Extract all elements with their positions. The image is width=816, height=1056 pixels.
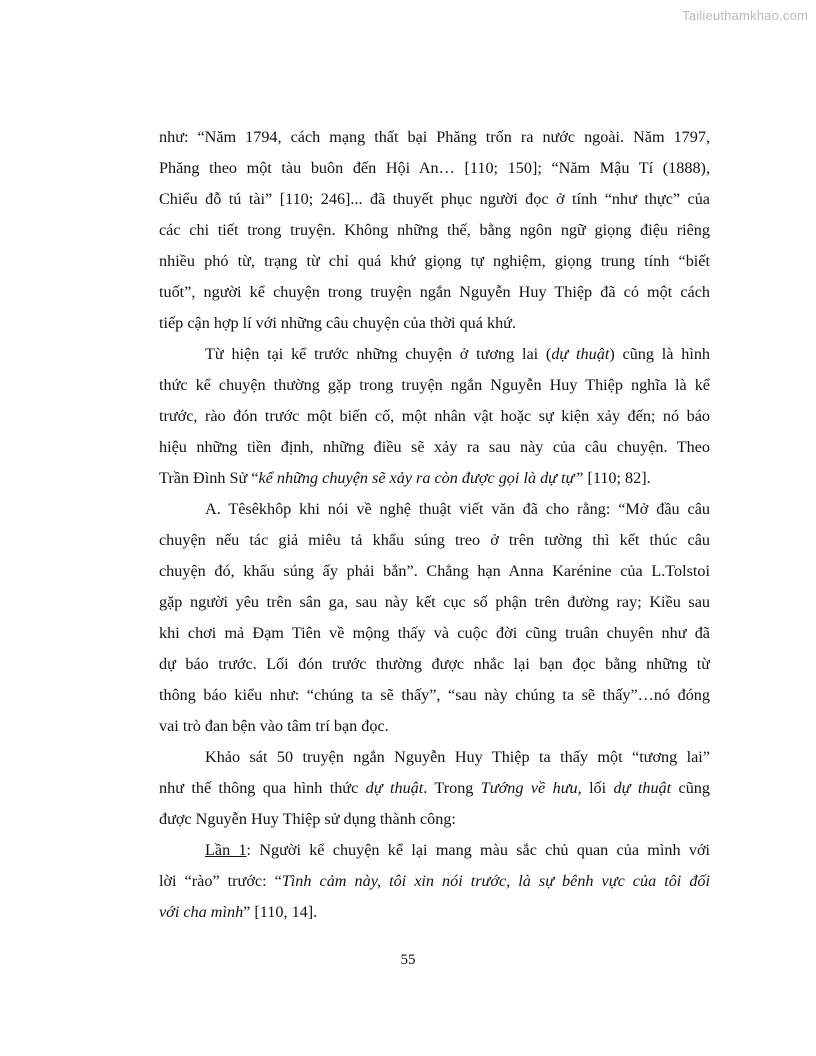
text-run: ) cũng là hình xyxy=(609,345,710,363)
body-text xyxy=(159,122,710,928)
paragraph-2 xyxy=(159,339,710,494)
italic-quote: với cha mình xyxy=(159,903,244,921)
text-line: các chi tiết trong truyện. Không những thế, bằng ngôn ngữ giọng điệu riêng xyxy=(159,221,710,239)
text-line: chuyện đó, khẩu súng ấy phải bắn”. Chẳng hạn Anna Karénine của L.Tolstoi xyxy=(159,562,710,580)
text-run: . Trong xyxy=(423,779,481,797)
paragraph-1 xyxy=(159,122,710,339)
text-line xyxy=(159,866,710,897)
text-run: ” [110, 14]. xyxy=(243,903,318,921)
text-line: khi chơi mả Đạm Tiên về mộng thấy và cuộc đời cũng truân chuyên như đã xyxy=(159,624,710,642)
text-line: vai trò đan bện vào tâm trí bạn đọc. xyxy=(159,717,389,735)
text-line: Khảo sát 50 truyện ngắn Nguyễn Huy Thiệp ta thấy một “tương lai” xyxy=(205,748,710,766)
underlined-label: Lần 1 xyxy=(205,841,247,859)
italic-quote: Tình cảm này, tôi xin nói trước, là sự bênh vực của tôi đối xyxy=(281,872,710,890)
text-line xyxy=(159,835,710,866)
paragraph-3 xyxy=(159,494,710,742)
text-line: thông báo kiểu như: “chúng ta sẽ thấy”, “sau này chúng ta sẽ thấy”…nó đóng xyxy=(159,686,710,704)
text-line xyxy=(159,339,710,370)
text-run: , lối xyxy=(577,779,614,797)
paragraph-5 xyxy=(159,835,710,928)
text-line: gặp người yêu trên sân ga, sau này kết cục số phận trên đường ray; Kiều sau xyxy=(159,593,710,611)
text-run: lời “rào” trước: “ xyxy=(159,872,282,890)
italic-term: dự thuật xyxy=(613,779,672,797)
text-line: được Nguyễn Huy Thiệp sử dụng thành công: xyxy=(159,810,456,828)
text-line: Chiểu đỗ tú tài” [110; 246]... đã thuyết phục người đọc ở tính “như thực” của xyxy=(159,190,710,208)
page-number: 55 xyxy=(400,952,416,968)
text-line: Phăng theo một tàu buôn đến Hội An… [110; 150]; “Năm Mậu Tí (1888), xyxy=(159,159,710,177)
text-line: chuyện nếu tác giả miêu tả khẩu súng treo ở trên tường thì kết thúc câu xyxy=(159,531,710,549)
text-line: thức kể chuyện thường gặp trong truyện ngắn Nguyễn Huy Thiệp nghĩa là kể xyxy=(159,376,710,394)
text-line: tiếp cận hợp lí với những câu chuyện của thời quá khứ. xyxy=(159,314,516,332)
text-run: Trần Đình Sử “ xyxy=(159,469,259,487)
italic-term: dự thuật xyxy=(551,345,610,363)
text-run: Từ hiện tại kể trước những chuyện ở tương lai ( xyxy=(205,345,552,363)
text-run: [110; 82]. xyxy=(583,469,651,487)
text-line: trước, rào đón trước một biến cố, một nhân vật hoặc sự kiện xảy đến; nó báo xyxy=(159,407,710,425)
paragraph-4 xyxy=(159,742,710,835)
text-line: A. Têsêkhôp khi nói về nghệ thuật viết văn đã cho rằng: “Mở đầu câu xyxy=(205,500,710,518)
italic-title: Tướng về hưu xyxy=(480,779,578,797)
italic-quote: kể những chuyện sẽ xảy ra còn được gọi là dự tự” xyxy=(258,469,584,487)
text-line: tuốt”, người kể chuyện trong truyện ngắn Nguyễn Huy Thiệp đã có một cách xyxy=(159,283,710,301)
italic-term: dự thuật xyxy=(365,779,424,797)
text-run: như thế thông qua hình thức xyxy=(159,779,366,797)
text-line xyxy=(159,463,710,494)
text-run: cũng xyxy=(671,779,710,797)
watermark: Tailieuthamkhao.com xyxy=(682,8,808,23)
text-line xyxy=(159,773,710,804)
text-line xyxy=(159,897,710,928)
text-line: hiệu những tiền định, những điều sẽ xảy ra sau này của câu chuyện. Theo xyxy=(159,438,710,456)
text-line: nhiều phó từ, trạng từ chỉ quá khứ giọng tự nghiệm, giọng trung tính “biết xyxy=(159,252,710,270)
text-run: : Người kể chuyện kể lại mang màu sắc chủ quan của mình với xyxy=(246,841,710,859)
text-line: như: “Năm 1794, cách mạng thất bại Phăng trốn ra nước ngoài. Năm 1797, xyxy=(159,128,710,146)
text-line: dự báo trước. Lối đón trước thường được nhắc lại bạn đọc bằng những từ xyxy=(159,655,710,673)
